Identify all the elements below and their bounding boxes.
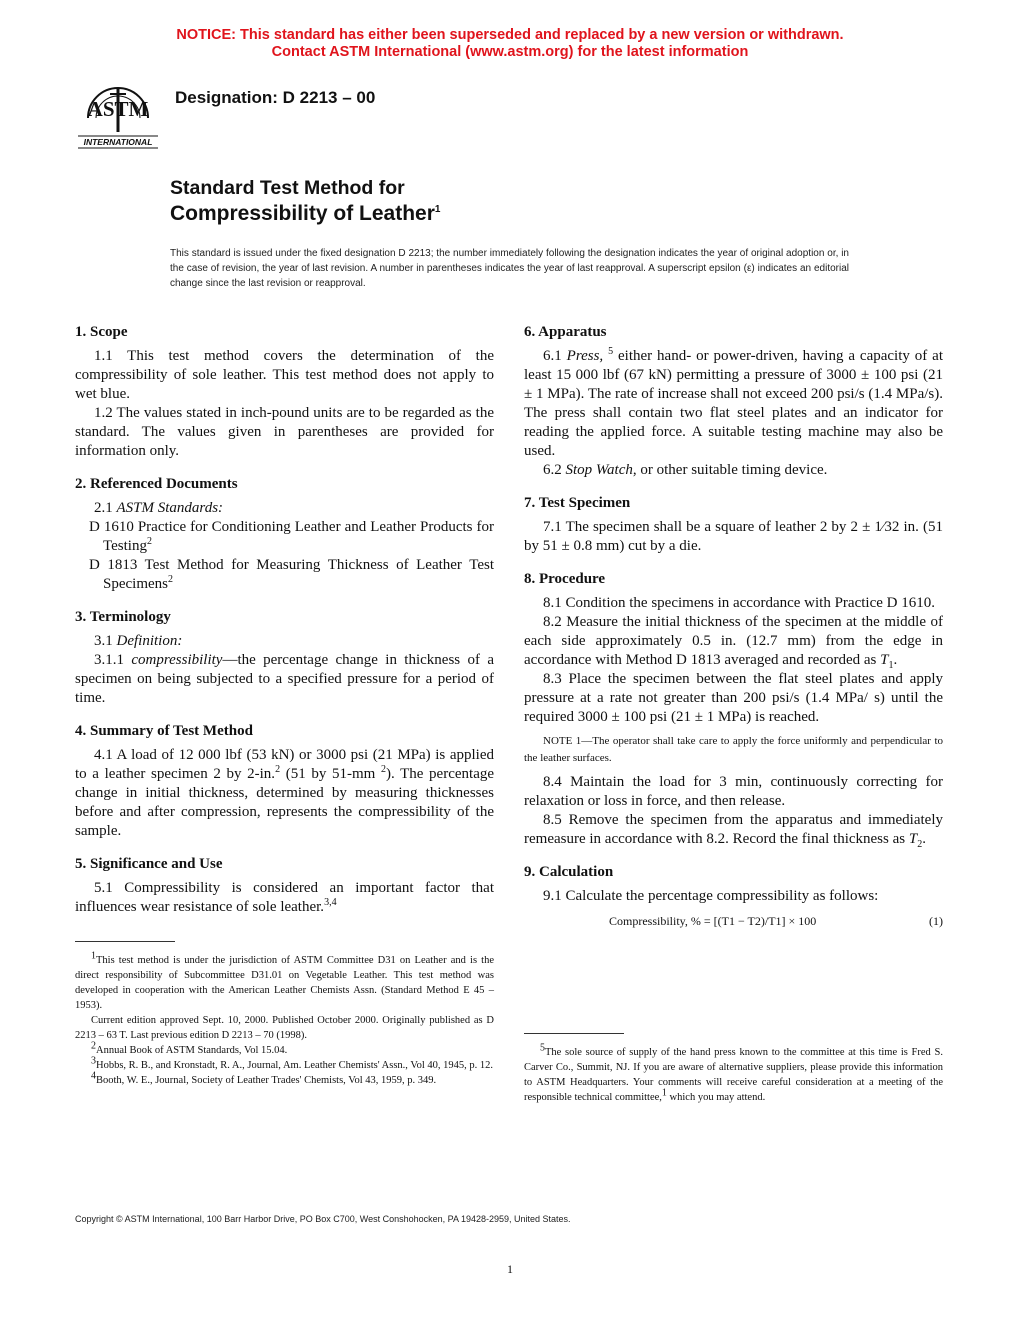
footnote-marker: 5	[540, 1042, 545, 1054]
paragraph: 9.1 Calculate the percentage compressibility as follows:	[543, 888, 879, 904]
footnote-ref: 1	[661, 1087, 667, 1099]
footnote-text: This test method is under the jurisdiction of ASTM Committee D31 on Leather and is the direct responsibility of Subcommittee D31.01 on Vegetable Leather. This test method was developed in cooperation with the American Leather Chemists Assn. (Standard Method E 45 – 1953).	[75, 955, 494, 1011]
paragraph-number: 3.1.1	[94, 652, 124, 668]
paragraph	[75, 879, 494, 917]
footnote	[75, 1055, 494, 1073]
paragraph	[75, 632, 494, 651]
footnote-text: Hobbs, R. B., and Kronstadt, R. A., Journal, Am. Leather Chemists' Assn., Vol 40, 1945, p. 12.	[96, 1060, 494, 1071]
footnote-divider	[75, 941, 175, 942]
section-procedure	[524, 569, 943, 849]
superscript: 2	[380, 764, 386, 775]
paragraph	[524, 613, 943, 670]
paragraph: 7.1 The specimen shall be a square of leather 2 by 2 ± 1⁄32 in. (51 by 51 ± 0.8 mm) cut by a die.	[524, 519, 943, 554]
footnotes-right	[524, 1033, 943, 1105]
section-referenced-documents	[75, 474, 494, 594]
section-terminology	[75, 607, 494, 708]
paragraph-text: 4.1 A load of 12 000 lbf (53 kN) or 3000 psi (21 MPa) is applied to a leather specimen 2 by 2-in.	[75, 747, 494, 782]
section-heading: 8. Procedure	[524, 571, 606, 587]
astm-logo	[76, 74, 160, 150]
section-heading: 4. Summary of Test Method	[75, 723, 253, 739]
footnote-ref: 5	[608, 346, 614, 357]
title-line-1: Standard Test Method for	[170, 177, 405, 199]
paragraph-text: .	[922, 831, 926, 847]
paragraph: 1.2 The values stated in inch-pound units are to be regarded as the standard. The values given in parentheses are provided for information only.	[75, 405, 494, 459]
footnote-text: Booth, W. E., Journal, Society of Leather Trades' Chemists, Vol 43, 1959, p. 349.	[96, 1075, 437, 1086]
section-test-specimen	[524, 493, 943, 556]
section-heading: 1. Scope	[75, 324, 128, 340]
paragraph-number: 6.1	[543, 348, 562, 364]
reference-item	[75, 518, 494, 556]
footnote-marker: 3	[91, 1055, 96, 1067]
footnote-ref: 3,4	[324, 897, 337, 908]
section-heading: 3. Terminology	[75, 609, 171, 625]
reference-text: D 1610 Practice for Conditioning Leather and Leather Products for Testing	[89, 519, 494, 554]
page-number: 1	[507, 1262, 513, 1276]
section-summary	[75, 721, 494, 841]
copyright: Copyright © ASTM International, 100 Barr Harbor Drive, PO Box C700, West Conshohocken, PA 19428-2959, United States.	[75, 1214, 571, 1224]
paragraph-text: —the percentage change in thickness of a specimen on being subjected to a specified pressure for a period of time.	[75, 652, 494, 706]
footnote	[75, 1070, 494, 1088]
footnotes-left	[75, 941, 494, 1088]
title-line-2-text: Compressibility of Leather	[170, 202, 435, 225]
paragraph	[75, 499, 494, 518]
paragraph-text: 5.1 Compressibility is considered an important factor that influences wear resistance of sole leather.	[75, 880, 494, 915]
paragraph-term: compressibility	[131, 652, 223, 668]
variable: T	[880, 652, 889, 668]
paragraph-term: Definition:	[116, 633, 183, 649]
notice-line-1: NOTICE: This standard has either been superseded and replaced by a new version or withdrawn.	[176, 27, 844, 43]
paragraph-text: ). The percentage change in initial thickness, determined by measuring thicknesses before and after compression, represents the compressibility of the sample.	[75, 766, 495, 839]
equation	[524, 910, 943, 932]
paragraph	[524, 811, 943, 849]
notice-banner	[0, 27, 1020, 61]
footnote-ref: 2	[146, 536, 152, 547]
note: NOTE 1—The operator shall take care to apply the force uniformly and perpendicular to the leather surfaces.	[524, 735, 943, 764]
notice-line-2: Contact ASTM International (www.astm.org) for the latest information	[271, 44, 749, 60]
footnote-text: The sole source of supply of the hand press known to the committee at this time is Fred S. Carver Co., Summit, NJ. If you are aware of alternative suppliers, please provide this information to ASTM Headquarters. Your comments will receive careful consideration at a meeting of the responsible technical committee,	[524, 1047, 943, 1103]
preamble: This standard is issued under the fixed designation D 2213; the number immediately following the designation indicates the year of original adoption or, in the case of revision, the year of last revision. A number in parentheses indicates the year of last reapproval. A superscript epsilon (ε) indicates an editorial change since the last revision or reapproval.	[170, 248, 849, 289]
paragraph: 8.3 Place the specimen between the flat steel plates and apply pressure at a rate not greater than 200 psi/s (1.4 MPa/ s) until the required 3000 ± 100 psi (21 ± 1 MPa) is reached.	[524, 671, 943, 725]
section-scope	[75, 322, 494, 461]
paragraph-text: either hand- or power-driven, having a capacity of at least 15 000 lbf (67 kN) permitting a pressure of 3000 ± 100 psi (21 ± 1 MPa). The rate of increase shall not exceed 200 psi/s (1.4 MPa/s). The press shall contain two flat steel plates and an indicator for reading the applied force. A suitable testing machine may also be used.	[524, 348, 943, 459]
footnote-marker: 2	[91, 1040, 96, 1052]
paragraph-text: 8.2 Measure the initial thickness of the specimen at the middle of each side approximately 0.5 in. (12.7 mm) from the edge in accordance with Method D 1813 averaged and recorded as	[524, 614, 943, 668]
paragraph-term: ASTM Standards:	[116, 500, 224, 516]
footnote	[524, 1042, 943, 1105]
section-heading: 5. Significance and Use	[75, 856, 223, 872]
left-column	[75, 322, 494, 930]
logo-subtext: INTERNATIONAL	[83, 137, 153, 147]
section-heading: 7. Test Specimen	[524, 495, 631, 511]
paragraph-text: 8.5 Remove the specimen from the apparatus and immediately remeasure in accordance with 8.2. Record the final thickness as	[524, 812, 943, 847]
paragraph: 8.4 Maintain the load for 3 min, continuously correcting for relaxation or loss in force, and then release.	[524, 774, 943, 809]
paragraph	[75, 651, 494, 708]
subscript: 2	[917, 839, 923, 850]
designation: Designation: D 2213 – 00	[175, 88, 376, 107]
footnote	[75, 1040, 494, 1058]
footnote: Current edition approved Sept. 10, 2000. Published October 2000. Originally published as D 2213 – 63 T. Last previous edition D 2213 – 70 (1998).	[75, 1015, 494, 1041]
paragraph-text: , or other suitable timing device.	[632, 462, 828, 478]
section-apparatus	[524, 322, 943, 480]
footnote-divider	[524, 1033, 624, 1034]
equation-number: (1)	[929, 914, 943, 928]
reference-item	[75, 556, 494, 594]
paragraph-term: Press,	[566, 348, 604, 364]
footnote	[75, 950, 494, 1013]
footnote-ref: 2	[168, 574, 173, 585]
paragraph	[524, 347, 943, 461]
equation-formula: Compressibility, % = [(T1 − T2)/T1] × 100	[609, 914, 817, 928]
document-title	[170, 175, 440, 227]
paragraph-number: 2.1	[94, 500, 113, 516]
footnote-ref: 2	[275, 764, 281, 775]
title-footnote-ref: 1	[434, 204, 441, 215]
section-calculation	[524, 862, 943, 932]
title-line-2	[170, 201, 440, 227]
section-significance	[75, 854, 494, 917]
footnote-marker: 1	[91, 950, 96, 962]
section-heading: 2. Referenced Documents	[75, 476, 238, 492]
footnote-text: which you may attend.	[666, 1092, 766, 1103]
paragraph	[524, 461, 943, 480]
astm-logo-icon	[76, 74, 160, 150]
variable: T	[908, 831, 918, 847]
section-heading: 6. Apparatus	[524, 324, 607, 340]
logo-text: ASTM	[87, 97, 149, 121]
reference-text: D 1813 Test Method for Measuring Thickness of Leather Test Specimens	[89, 557, 494, 592]
paragraph-number: 6.2	[543, 462, 562, 478]
paragraph	[75, 746, 494, 841]
paragraph-text: (51 by 51-mm	[280, 766, 381, 782]
footnote-marker: 4	[91, 1070, 96, 1082]
right-column	[524, 322, 943, 945]
footnote-text: Annual Book of ASTM Standards, Vol 15.04.	[96, 1045, 288, 1056]
subscript: 1	[888, 660, 894, 671]
paragraph: 1.1 This test method covers the determination of the compressibility of sole leather. This test method does not apply to wet blue.	[75, 348, 494, 402]
paragraph-number: 3.1	[94, 633, 113, 649]
section-heading: 9. Calculation	[524, 864, 614, 880]
paragraph: 8.1 Condition the specimens in accordance with Practice D 1610.	[543, 595, 935, 611]
paragraph-term: Stop Watch	[565, 462, 633, 478]
paragraph-text: .	[893, 652, 898, 668]
